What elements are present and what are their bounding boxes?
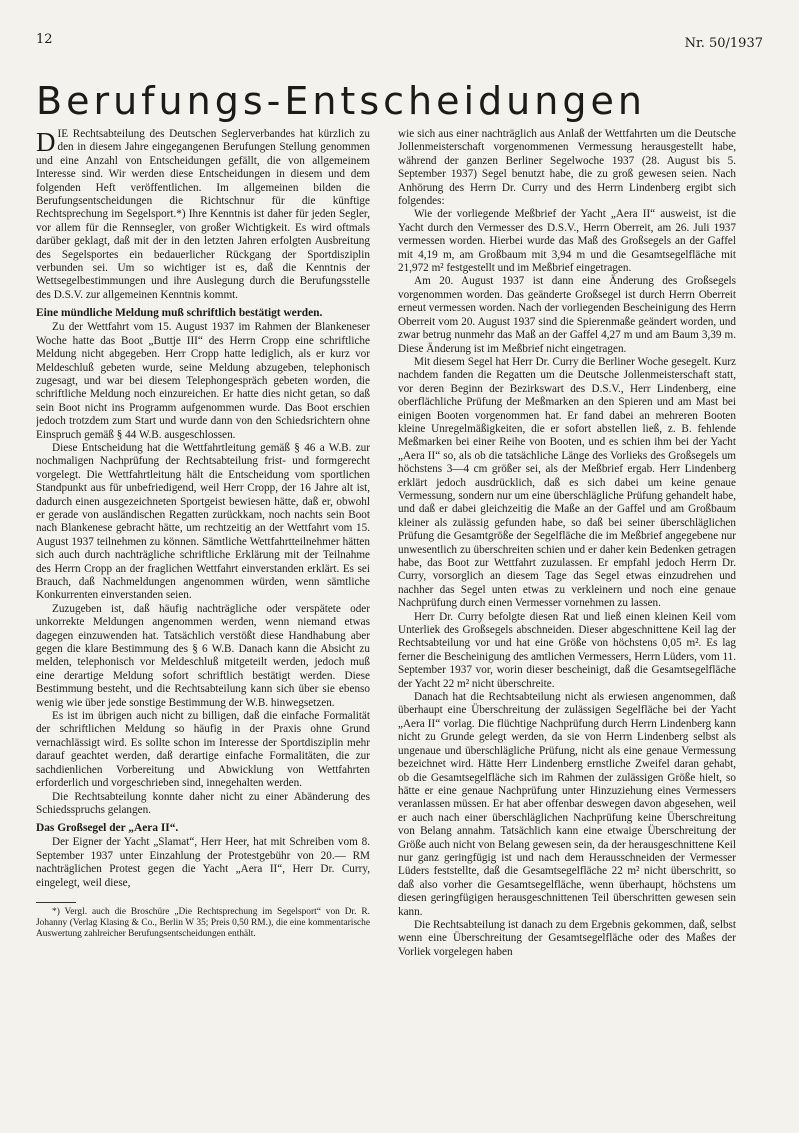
paragraph: Der Eigner der Yacht „Slamat“, Herr Heer, hat mit Schreiben vom 8. September 1937 unter Einzahlung der Protestgebühr von 20.— RM nachträglichen Protest gegen die Yacht „Aera II“, Herr Dr. Curry, eingelegt, weil diese, [36,836,370,889]
paragraph: Wie der vorliegende Meßbrief der Yacht „Aera II“ ausweist, ist die Yacht durch den Vermesser des D.S.V., Herrn Oberreit, am 26. Juli 1937 vermessen worden. Hierbei wurde das Maß des Großsegels an der Gaffel mit 4,19 m, am Großbaum mit 3,94 m und die Gesamtsegelfläche mit 21,972 m² festgestellt und im Meßbrief eingetragen. [398,208,736,275]
intro-paragraph [36,128,370,302]
drop-cap: D [36,128,56,157]
page-number: 12 [36,32,53,47]
left-column [36,128,370,1128]
issue-number: Nr. 50/1937 [684,36,763,51]
paragraph: Die Rechtsabteilung konnte daher nicht zu einer Abänderung des Schiedsspruchs gelangen. [36,790,370,816]
paragraph: Herr Dr. Curry befolgte diesen Rat und ließ einen kleinen Keil vom Unterliek des Großsegels abschneiden. Dieser abgeschnittene Keil lag der Rechtsabteilung vor und hat eine Größe von höchstens 0,05 m². Es lag ferner die Bescheinigung des amtlichen Vermessers, Herrn Lüders, vom 11. September 1937 vor, worin dieser bescheinigt, daß die Gesamtsegelfläche der Yacht 22 m² nicht überschreite. [398,610,736,690]
article-title: Berufungs-Entscheidungen [36,79,646,123]
paragraph: Die Rechtsabteilung ist danach zu dem Ergebnis gekommen, daß, selbst wenn eine Überschreitung der Gesamtsegelfläche oder des Maßes der Vorliek vorgelegen haben [398,918,736,958]
paragraph: Zuzugeben ist, daß häufig nachträgliche oder verspätete oder unkorrekte Meldungen angenommen werden, wenn niemand etwas dagegen einzuwenden hat. Tatsächlich verstößt diese Handhabung aber gegen die klare Bestimmung des § 6 W.B. Danach kann die Absicht zu melden, telephonisch vor Meldeschluß mitgeteilt werden, jedoch muß eine derartige Meldung sofort schriftlich bestätigt werden. Diese Bestimmung besteht, und die Rechtsabteilung kann sich über sie ebenso wenig wie über jede sonstige Bestimmung der W.B. hinwegsetzen. [36,602,370,709]
section-heading-meldung: Eine mündliche Meldung muß schriftlich bestätigt werden. [36,307,323,320]
paragraph: Diese Entscheidung hat die Wettfahrtleitung gemäß § 46 a W.B. zur nochmaligen Nachprüfung der Rechtsabteilung frist- und formgerecht vorgelegt. Die Wettfahrtleitung hält die Entscheidung vom sportlichen Standpunkt aus für unbefriedigend, weil Herr Cropp, der 16 Jahre alt ist, dadurch einen ausgezeichneten Sportgeist bewiesen hätte, daß er, obwohl er gerade von ausländischen Regatten zurückkam, noch nachts sein Boot nach Blankenese gebracht hätte, um rechtzeitig an der Wettfahrt vom 15. August 1937 teilnehmen zu können. Sämtliche Wettfahrtteilnehmer hätten sich auch durch nachträgliche schriftliche Erklärung mit der Teilnahme des Herrn Cropp an der fraglichen Wettfahrt einverstanden erklärt. Es sei Brauch, daß Nachmeldungen angenommen würden, wenn sämtliche Konkurrenten einverstanden seien. [36,441,370,602]
right-column [398,128,736,1128]
paragraph: Zu der Wettfahrt vom 15. August 1937 im Rahmen der Blankeneser Woche hatte das Boot „Buttje III“ des Herrn Cropp eine schriftliche Meldung nicht abgegeben. Herr Cropp hatte lediglich, als er kurz vor Meldeschluß gebeten wurde, seine Meldung abzugeben, telephonisch zugesagt, und war bei diesem Telephongespräch gebeten worden, die schriftliche Meldung noch einzureichen. Er hatte dies nicht getan, so daß sein Boot nicht ins Programm aufgenommen wurde. Das Boot erschien jedoch trotzdem zum Start und wurde dann von den Schiedsrichtern ohne Einspruch gemäß § 44 W.B. ausgeschlossen. [36,321,370,441]
footnote-divider [36,902,76,903]
paragraph: Am 20. August 1937 ist dann eine Änderung des Großsegels vorgenommen worden. Das geänderte Großsegel ist durch Herrn Oberreit erneut vermessen worden. Nach der vorliegenden Bescheinigung des Herrn Oberreit vom 20. August 1937 sind die Spierenmaße geändert worden, und zwar betrug nunmehr das Maß an der Gaffel 4,27 m und am Baum 3,39 m. Diese Änderung ist im Meßbrief nicht eingetragen. [398,275,736,355]
paragraph: Es ist im übrigen auch nicht zu billigen, daß die einfache Formalität der schriftlichen Meldung so häufig in der Praxis ohne Grund vernachlässigt wird. Es sollte schon im Interesse der Sportdisziplin mehr darauf geachtet werden, daß derartige einfache Formalitäten, die zur sachdienlichen Vorbereitung und Abwicklung von Wettfahrten erforderlich und vorgeschrieben sind, innegehalten werden. [36,710,370,790]
paragraph: wie sich aus einer nachträglich aus Anlaß der Wettfahrten um die Deutsche Jollenmeisterschaft vorgenommenen Vermessung herausgestellt habe, während der ganzen Berliner Segelwoche 1937 (28. August bis 5. September 1937) Segel benutzt habe, die zu groß gewesen seien. Nach Anhörung des Herrn Dr. Curry und des Herrn Lindenberg ergibt sich folgendes: [398,128,736,208]
footnote: *) Vergl. auch die Broschüre „Die Rechtsprechung im Segelsport“ von Dr. R. Johanny (Verlag Klasing & Co., Berlin W 35; Preis 0,50 RM.), die eine kommentarische Auswertung zahlreicher Berufungsentscheidungen enthält. [36,906,370,939]
intro-text: IE Rechtsabteilung des Deutschen Seglerverbandes hat kürzlich zu den in diesem Jahre eingegangenen Berufungen Stellung genommen und eine Anzahl von Entscheidungen gefällt, die von allgemeinem Interesse sind. Wir werden diese Entscheidungen in diesem und dem folgenden Heft veröffentlichen. Im allgemeinen bilden die Berufungsentscheidungen die Richtschnur für die künftige Rechtsprechung im Segelsport.*) Ihre Kenntnis ist daher für jeden Segler, vor allem für die Rennsegler, von großer Wichtigkeit. Es wird oftmals darüber geklagt, daß mit der in den letzten Jahren erfolgten Ausbreitung des Segelsportes ein bedauerlicher Rückgang der Sportdisziplin verbunden sei. Um so wichtiger ist es, daß die Kenntnis der Wettsegelbestimmungen und ihre Auslegung durch die Berufungsstelle des D.S.V. zur allgemeinen Kenntnis kommt. [36,128,370,301]
paragraph: Danach hat die Rechtsabteilung nicht als erwiesen angenommen, daß überhaupt eine Überschreitung der zulässigen Segelfläche bei der Yacht „Aera II“ vorlag. Die flüchtige Nachprüfung durch Herrn Lindenberg kann nicht zu Grunde gelegt werden, da sie von Herrn Lindenberg selbst als ungenaue und überschlägliche Prüfung, nicht als eine genaue Vermessung bezeichnet wird. Hätte Herr Lindenberg ernstliche Zweifel daran gehabt, ob die Gesamtsegelfläche sich im Rahmen der zulässigen Größe hielt, so hätte er eine genaue Nachprüfung unter Hinzuziehung eines Vermessers veranlassen müssen. Er hat aber offenbar deswegen davon abgesehen, weil er auch nach einer überschläglichen Nachprüfung keine Überschreitung von Belang annahm. Tatsächlich kann eine etwaige Überschreitung der Größe auch nicht von Belang gewesen sein, da der herausgeschnittene Keil nur ganz geringfügig ist und nach dem Herausschneiden der Vermesser Lüders feststellte, daß die Gesamtsegelfläche 22 m² nicht überschritt, so daß also vorher die Gesamtsegelfläche, wenn überhaupt, höchstens um diesen geringfügigen herausgeschnittenen Teil überschritten gewesen sein kann. [398,691,736,918]
paragraph: Mit diesem Segel hat Herr Dr. Curry die Berliner Woche gesegelt. Kurz nachdem fanden die Regatten um die Deutsche Jollenmeisterschaft statt, vor deren Beginn der Bezirkswart des D.S.V., Herr Lindenberg, eine oberflächliche Prüfung der Meßmarken an den Spieren und am Mast bei einigen Booten vorgenommen hat. Er fand dabei an mehreren Booten kleine Unregelmäßigkeiten, die er sofort abstellen ließ, z. B. fehlende Meßmarken bei einer Reihe von Booten, und es schien ihm bei der Yacht „Aera II“ so, als ob die tatsächliche Länge des Vorlieks des Großsegels um höchstens 3—4 cm größer sei, als der Meßbrief ergab. Herr Lindenberg erklärt jedoch ausdrücklich, daß es sich dabei um keine genaue Vermessung, sondern nur um eine überschlägliche Prüfung gehandelt habe, und daß er dabei gleichzeitig die Maße an der Gaffel und am Großbaum kleiner als zulässig gefunden habe, so daß bei seiner überschläglichen Prüfung die Gesamtgröße der Segelfläche die im Meßbrief angegebene nur unwesentlich zu überschreiten schien und er daher kein Bedenken getragen habe, das Boot zur Wettfahrt zuzulassen. Er empfahl jedoch Herrn Dr. Curry, vorsorglich an diesem Tage das Segel etwas einzudrehen und nachher das Segel unten etwas zu verkleinern und noch eine genaue Nachprüfung durch einen Vermesser vornehmen zu lassen. [398,355,736,610]
section-heading-aera: Das Großsegel der „Aera II“. [36,822,179,835]
